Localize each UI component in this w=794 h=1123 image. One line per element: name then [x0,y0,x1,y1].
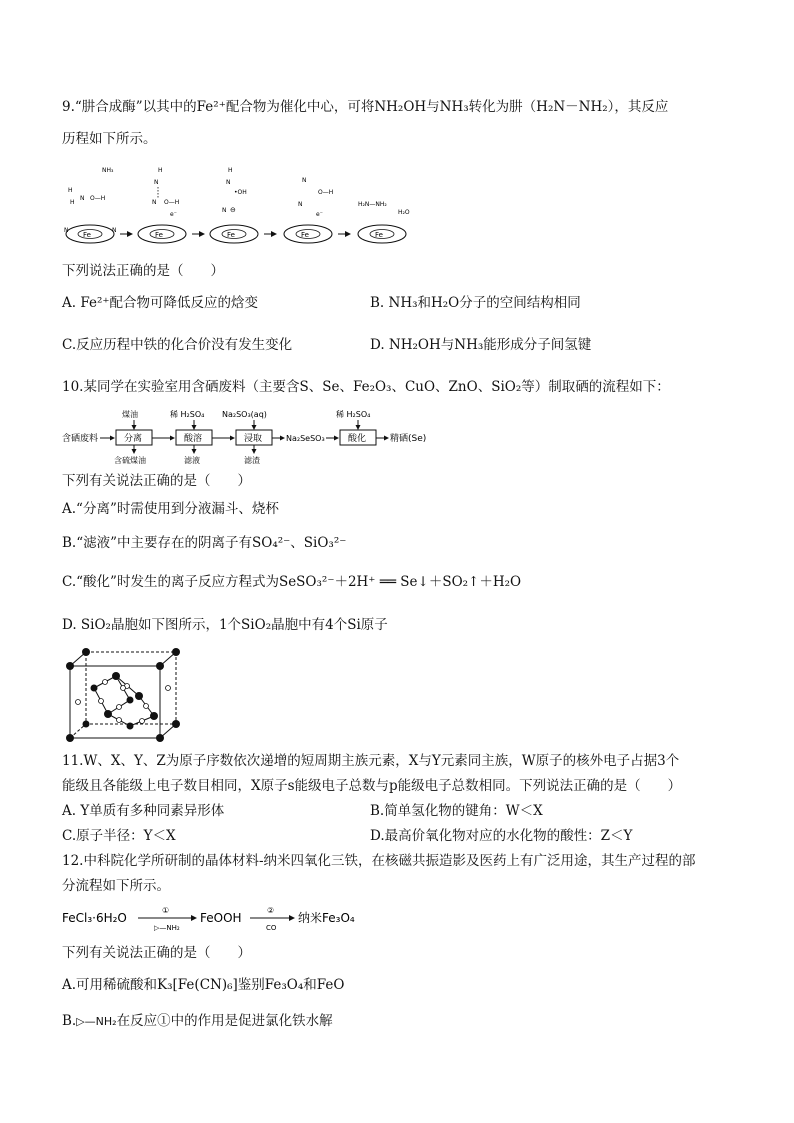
q11-option-c[interactable]: C.原子半径：Y＜X [62,828,176,844]
nh3-label: NH₃ [102,167,114,174]
q10-option-a[interactable]: A.“分离”时需使用到分液漏斗、烧杯 [62,501,279,517]
sio2-unit-cell-figure [64,648,184,743]
electron-label: e⁻ [170,211,177,218]
n-label: N [154,179,159,186]
q9-option-c[interactable]: C.反应历程中铁的化合价没有发生变化 [62,337,293,353]
flow-box-acidify: 酸化 [348,434,367,444]
n-label: N [112,227,117,234]
n-label: N [298,201,303,208]
h-label: H [70,199,75,206]
fe-label: Fe [227,231,235,239]
q10-option-b[interactable]: B.“滤液”中主要存在的阴离子有SO₄²⁻、SiO₃²⁻ [62,535,347,551]
q11-stem-line1: 11.W、X、Y、Z为原子序数依次递增的短周期主族元素，X与Y元素同主族，W原子的核外电子占据3个 [62,753,680,769]
electron-label: e⁻ [316,211,323,218]
flow-box-separate: 分离 [124,434,143,444]
q11-option-a[interactable]: A. Y单质有多种同素异形体 [62,803,225,819]
n-label: N [80,195,85,202]
scheme-step2: ② [267,906,275,915]
scheme-mid: FeOOH [200,911,242,925]
q9-option-d[interactable]: D. NH₂OH与NH₃能形成分子间氢键 [370,337,592,353]
q12-option-b[interactable] [62,1012,333,1031]
q9-ask: 下列说法正确的是（ ） [62,263,224,279]
n-label: N [152,199,157,206]
q9-option-b[interactable]: B. NH₃和H₂O分子的空间结构相同 [370,295,581,311]
q9-option-a[interactable]: A. Fe²⁺配合物可降低反应的焓变 [62,295,258,311]
scheme-reagent1: ▷—NH₂ [154,924,180,932]
option-b-letter: B. [62,1013,77,1029]
oh-label: O—H [164,199,180,206]
fe-complex-5 [358,201,410,243]
option-b-text: 在反应①中的作用是促进氯化铁水解 [116,1013,333,1029]
flow-in-kerosene: 煤油 [122,410,138,419]
q10-ask: 下列有关说法正确的是（ ） [62,473,251,489]
oh-label: O—H [90,195,106,202]
si-atoms [66,648,180,742]
charge-label: ⊖ [230,206,236,214]
water-label: H₂O [398,209,410,216]
n-label: N [222,207,227,214]
flow-out-sulfur-kerosene: 含硫煤油 [114,456,146,465]
flow-out-filtrate: 滤液 [184,456,200,465]
n-label: N [64,227,69,234]
q10-option-c[interactable]: C.“酸化”时发生的离子反应方程式为SeSO₃²⁻＋2H⁺ ══ Se↓＋SO₂↑＋H₂O [62,574,522,590]
h-label: H [68,187,73,194]
q12-ask: 下列有关说法正确的是（ ） [62,945,251,961]
q12-option-a[interactable]: A.可用稀硫酸和K₃[Fe(CN)₆]鉴别Fe₃O₄和FeO [62,977,345,993]
flow-end-se: 精硒(Se) [390,434,427,444]
fe-complex-1 [64,167,117,243]
fe-label: Fe [155,231,163,239]
flow-out-residue: 滤渣 [244,456,260,465]
q12-stem-line1: 12.中科院化学所研制的晶体材料-纳米四氧化三铁，在核磁共振造影及医药上有广泛用途，其生产过程的部 [62,853,696,869]
scheme-reagent2: CO [266,924,277,932]
q10-stem: 10.某同学在实验室用含硒废料（主要含S、Se、Fe₂O₃、CuO、ZnO、SiO₂等）制取硒的流程如下： [62,379,670,395]
flow-in-h2so4: 稀 H₂SO₄ [170,410,205,419]
oh-radical-label: •OH [234,189,247,196]
flow-in-h2so4-2: 稀 H₂SO₄ [336,410,371,419]
q9-mechanism-figure [62,160,422,255]
q12-reaction-scheme [62,902,382,936]
flow-in-na2so3: Na₂SO₃(aq) [222,410,267,419]
fe-label: Fe [301,231,309,239]
q11-stem-line2: 能级且各能级上电子数目相同，X原子s能级电子总数与p能级电子总数相同。下列说法正确的是（ ） [62,778,682,794]
oh-label: O—H [318,189,334,196]
q10-flow-diagram [62,405,462,467]
flow-mid-na2seso3: Na₂SeSO₃ [286,434,325,443]
h-label: H [158,167,163,174]
flow-start: 含硒废料 [62,434,99,444]
scheme-product: 纳米Fe₃O₄ [298,911,355,925]
fe-label: Fe [83,231,91,239]
scheme-step1: ① [162,906,170,915]
q9-stem-line2: 历程如下所示。 [62,131,157,147]
q12-stem-line2: 分流程如下所示。 [62,878,170,894]
option-b-reagent: ▷—NH₂ [76,1015,117,1028]
q9-stem-line1: 9.“肼合成酶”以其中的Fe²⁺配合物为催化中心，可将NH₂OH与NH₃转化为肼（H₂N－NH₂），其反应 [62,99,669,115]
fe-complex-3 [210,167,258,243]
flow-box-acid-dissolve: 酸溶 [184,434,203,444]
q11-option-d[interactable]: D.最高价氧化物对应的水化物的酸性：Z＜Y [370,828,633,844]
fe-complex-4 [284,177,333,243]
scheme-reactant: FeCl₃·6H₂O [62,911,127,925]
flow-box-leach: 浸取 [244,434,263,444]
hydrazine-label: H₂N—NH₂ [358,201,387,208]
fe-complex-2 [138,167,186,243]
n-label: N [226,179,231,186]
h-label: H [228,167,233,174]
q10-option-d[interactable]: D. SiO₂晶胞如下图所示，1个SiO₂晶胞中有4个Si原子 [62,617,388,633]
n-label: N [302,177,307,184]
fe-label: Fe [375,231,383,239]
q11-option-b[interactable]: B.简单氢化物的键角：W＜X [370,803,543,819]
